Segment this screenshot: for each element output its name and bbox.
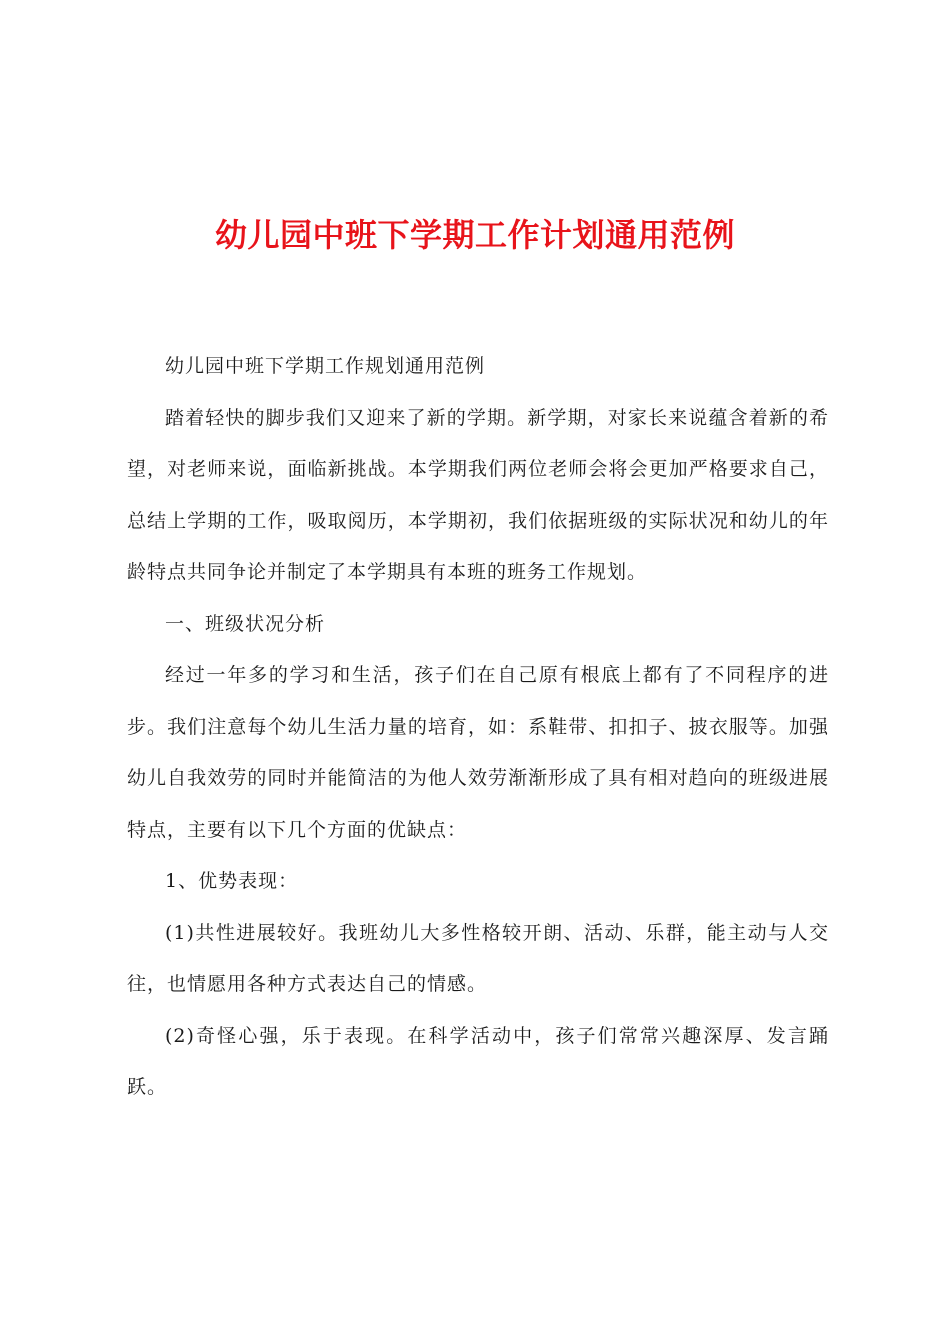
section-heading-class-analysis: 一、班级状况分析 <box>165 612 326 635</box>
document-body <box>127 341 829 1114</box>
paragraph-strength-2: (2)奇怪心强，乐于表现。在科学活动中，孩子们常常兴趣深厚、发言踊跃。 <box>127 1024 829 1098</box>
subheading-strengths: 1、优势表现： <box>165 870 299 892</box>
paragraph-subtitle: 幼儿园中班下学期工作规划通用范例 <box>165 355 486 377</box>
paragraph-strength-1: (1)共性进展较好。我班幼儿大多性格较开朗、活动、乐群，能主动与人交往，也情愿用各种方式表达自己的情感。 <box>127 921 829 995</box>
document-title: 幼儿园中班下学期工作计划通用范例 <box>214 216 735 254</box>
paragraph-class-analysis: 经过一年多的学习和生活，孩子们在自己原有根底上都有了不同程序的进步。我们注意每个幼儿生活力量的培育，如：系鞋带、扣扣子、披衣服等。加强幼儿自我效劳的同时并能简洁的为他人效劳渐渐形成了具有相对趋向的班级进展特点，主要有以下几个方面的优缺点： <box>127 664 829 841</box>
paragraph-intro: 踏着轻快的脚步我们又迎来了新的学期。新学期，对家长来说蕴含着新的希望，对老师来说，面临新挑战。本学期我们两位老师会将会更加严格要求自己，总结上学期的工作，吸取阅历，本学期初，我们依据班级的实际状况和幼儿的年龄特点共同争论并制定了本学期具有本班的班务工作规划。 <box>127 406 829 583</box>
